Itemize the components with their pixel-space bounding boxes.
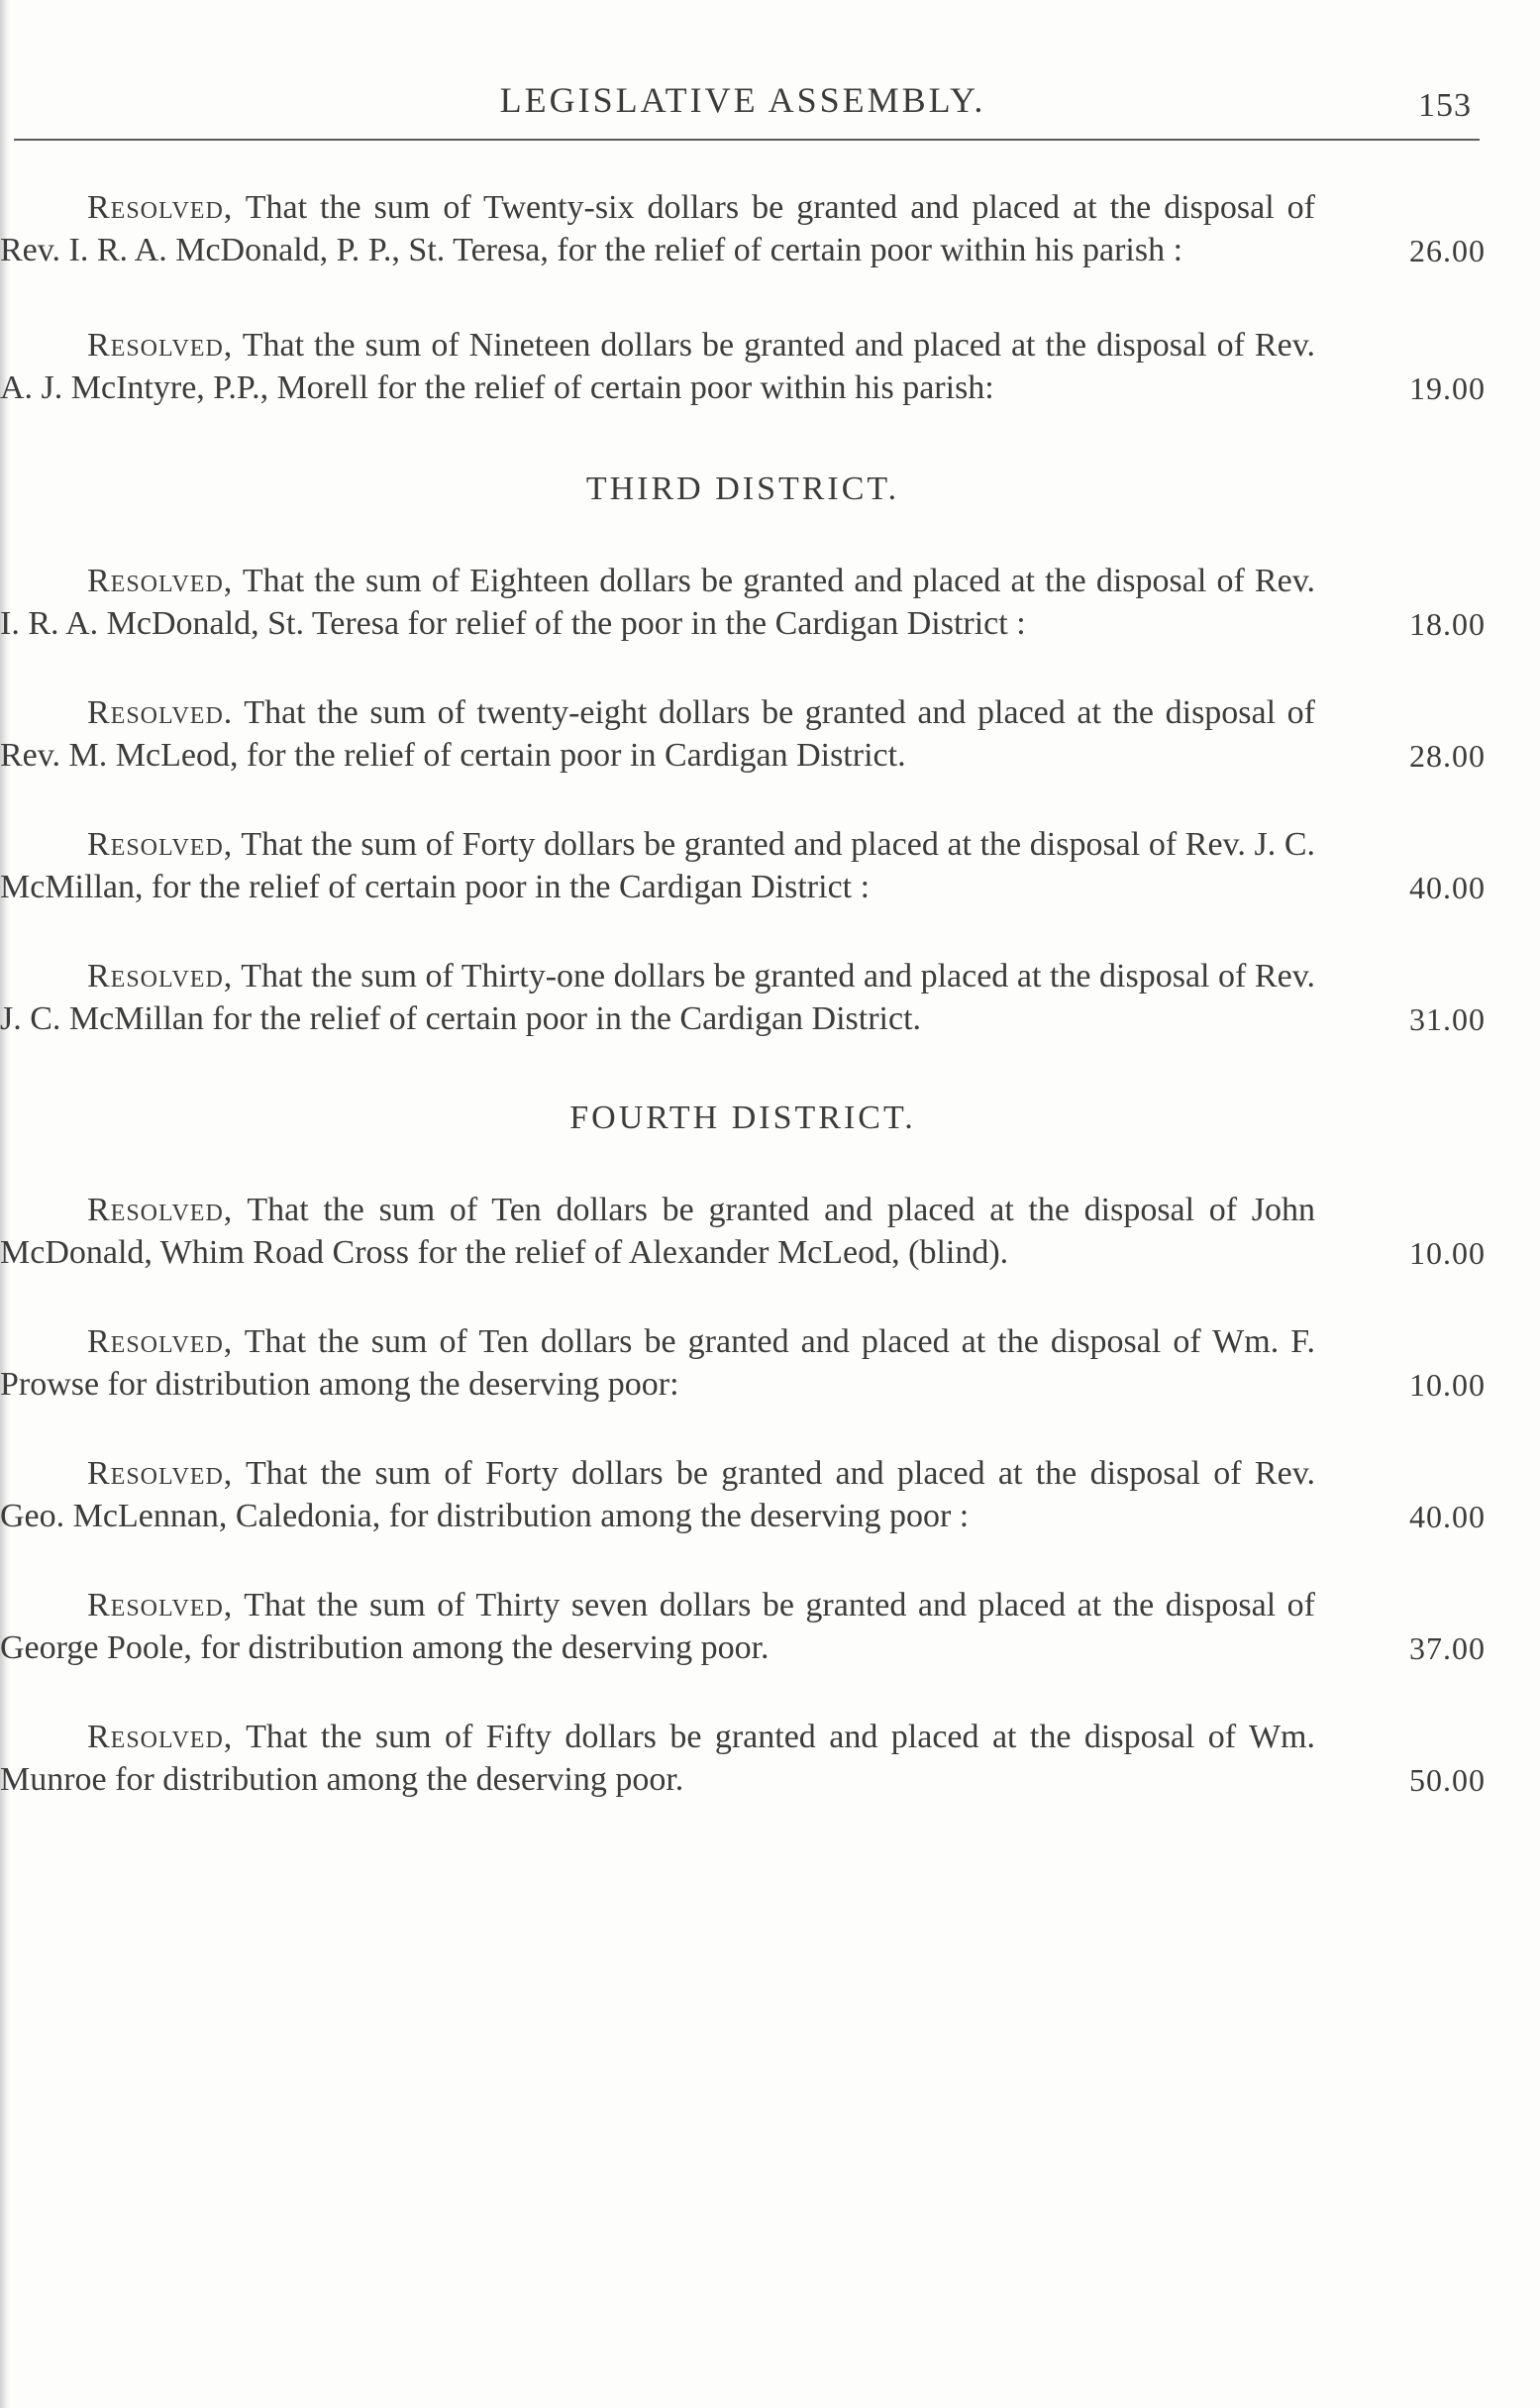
resolution-body: That the sum of Forty dollars be granted and placed at the disposal of Rev. J. C. McMillan, for the relief of certain poor in the Cardigan District : bbox=[0, 826, 1315, 905]
resolution-entry bbox=[0, 691, 1486, 777]
resolution-amount: 18.00 bbox=[1409, 606, 1486, 642]
resolution-amount: 50.00 bbox=[1409, 1762, 1486, 1798]
resolution-body: That the sum of Thirty-one dollars be granted and placed at the disposal of Rev. J. C. McMillan for the relief of certain poor in the Cardigan District. bbox=[0, 958, 1315, 1037]
resolution-amount: 28.00 bbox=[1409, 738, 1486, 774]
resolution-text bbox=[0, 560, 1315, 645]
resolution-text bbox=[0, 823, 1315, 908]
resolution-amount: 37.00 bbox=[1409, 1630, 1486, 1666]
header-rule bbox=[14, 139, 1480, 141]
district-heading-fourth: FOURTH DISTRICT. bbox=[569, 1099, 916, 1136]
resolution-body: That the sum of Ten dollars be granted and placed at the disposal of Wm. F. Prowse for distribution among the deserving poor: bbox=[0, 1323, 1315, 1403]
resolution-body: That the sum of Nineteen dollars be granted and placed at the disposal of Rev. A. J. McIntyre, P.P., Morell for the relief of certain poor within his parish: bbox=[0, 327, 1315, 406]
resolution-lead: Resolved, bbox=[87, 958, 234, 995]
page-header bbox=[0, 79, 1486, 139]
running-title: LEGISLATIVE ASSEMBLY. bbox=[499, 80, 986, 120]
resolution-amount: 10.00 bbox=[1409, 1235, 1486, 1271]
resolution-text bbox=[0, 1584, 1315, 1669]
resolution-amount: 40.00 bbox=[1409, 870, 1486, 905]
resolution-lead: Resolved, bbox=[87, 826, 234, 863]
resolution-lead: Resolved, bbox=[87, 563, 234, 599]
resolution-entry bbox=[0, 324, 1486, 409]
resolution-lead: Resolved, bbox=[87, 1455, 234, 1492]
resolution-body: That the sum of Twenty-six dollars be granted and placed at the disposal of Rev. I. R. A. McDonald, P. P., St. Teresa, for the relief of certain poor within his parish : bbox=[0, 189, 1315, 268]
resolution-body: That the sum of Ten dollars be granted and placed at the disposal of John McDonald, Whim Road Cross for the relief of Alexander McLeod, (blind). bbox=[0, 1192, 1315, 1271]
resolution-amount: 40.00 bbox=[1409, 1499, 1486, 1534]
resolution-lead: Resolved, bbox=[87, 189, 234, 226]
resolution-lead: Resolved, bbox=[87, 1323, 234, 1360]
resolution-body: That the sum of Forty dollars be granted and placed at the disposal of Rev. Geo. McLennan, Caledonia, for distribution among the deserving poor : bbox=[0, 1455, 1315, 1534]
resolution-text bbox=[0, 186, 1315, 271]
resolution-amount: 31.00 bbox=[1409, 1001, 1486, 1037]
resolution-entry bbox=[0, 1584, 1486, 1669]
resolution-body: That the sum of twenty-eight dollars be granted and placed at the disposal of Rev. M. McLeod, for the relief of certain poor in Cardigan District. bbox=[0, 694, 1315, 774]
resolution-text bbox=[0, 324, 1315, 409]
resolution-lead: Resolved, bbox=[87, 327, 234, 364]
resolution-text bbox=[0, 1716, 1315, 1801]
resolution-entry bbox=[0, 1320, 1486, 1406]
district-heading-third: THIRD DISTRICT. bbox=[585, 471, 900, 507]
resolution-amount: 26.00 bbox=[1409, 233, 1486, 268]
resolution-entry bbox=[0, 1189, 1486, 1274]
resolution-entry bbox=[0, 186, 1486, 271]
resolution-text bbox=[0, 1189, 1315, 1274]
resolution-entry bbox=[0, 823, 1486, 908]
resolution-amount: 10.00 bbox=[1409, 1367, 1486, 1403]
page-number: 153 bbox=[1418, 87, 1472, 124]
resolution-lead: Resolved. bbox=[87, 694, 234, 731]
resolution-body: That the sum of Thirty seven dollars be granted and placed at the disposal of George Poole, for distribution among the deserving poor. bbox=[0, 1587, 1315, 1666]
resolution-text bbox=[0, 1452, 1315, 1537]
resolution-amount: 19.00 bbox=[1409, 370, 1486, 406]
resolution-entry bbox=[0, 560, 1486, 645]
resolution-body: That the sum of Fifty dollars be granted and placed at the disposal of Wm. Munroe for distribution among the deserving poor. bbox=[0, 1719, 1315, 1798]
resolution-entry bbox=[0, 955, 1486, 1040]
resolution-text bbox=[0, 1320, 1315, 1406]
resolution-entry bbox=[0, 1452, 1486, 1537]
page-content bbox=[0, 176, 1540, 1801]
resolution-text bbox=[0, 691, 1315, 777]
resolution-lead: Resolved, bbox=[87, 1587, 234, 1623]
resolution-entry bbox=[0, 1716, 1486, 1801]
resolution-lead: Resolved, bbox=[87, 1719, 234, 1755]
resolution-body: That the sum of Eighteen dollars be granted and placed at the disposal of Rev. I. R. A. McDonald, St. Teresa for relief of the poor in the Cardigan District : bbox=[0, 563, 1315, 642]
resolution-lead: Resolved, bbox=[87, 1192, 234, 1228]
resolution-text bbox=[0, 955, 1315, 1040]
